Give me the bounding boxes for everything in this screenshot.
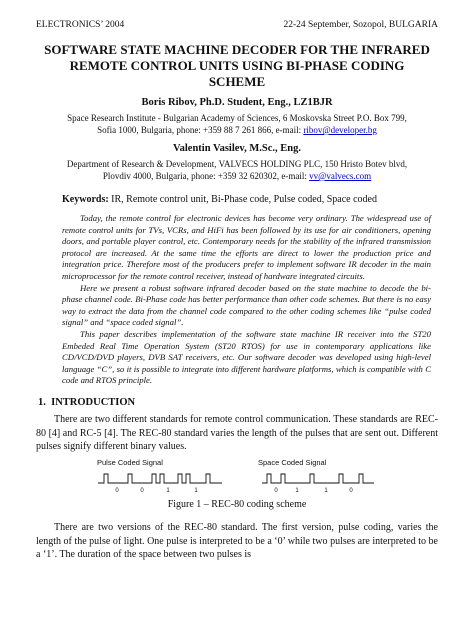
- bit-label: 1: [295, 488, 299, 494]
- header-left: ELECTRONICS’ 2004: [36, 20, 125, 30]
- bit-label: 0: [140, 488, 144, 494]
- figure-caption: Figure 1 – REC-80 coding scheme: [167, 499, 307, 510]
- section-number: 1.: [38, 397, 46, 408]
- author-name: Boris Ribov, Ph.D. Student, Eng., LZ1BJR: [141, 97, 333, 108]
- pulse-coded-waveform: [98, 474, 222, 483]
- bit-label: 1: [194, 488, 198, 494]
- abstract-paragraph: This paper describes implementation of the software state machine IR receiver into the ST20 Embeded Real Time Operation System (ST20 RTOS) for use in contemporary applications like CD/VCD/DVD players, DVB SAT receivers, etc. Our software decoder was developed using high-level language “C”, so it is possible to integrate into different hardware platforms, which is compatible with C code and RTOS principle.: [62, 328, 431, 386]
- bit-label: 0: [115, 488, 119, 494]
- figure-right-title: Space Coded Signal: [258, 458, 327, 467]
- abstract-paragraph: Today, the remote control for electronic devices has become very ordinary. The widespread use of remote control units for TVs, VCRs, and HiFi has been followed by its use for air conditioners, opening doors, and portable player control, etc. Contemporary needs for the stability of the infrared transmission protocol are increased. At the same time the efforts are direct to lower the production price and integration price. Therefore most of the producers prefer to implement software IR decoder in the main microprocessor for the remote control receiver, instead of hardware integrated circuits.: [62, 213, 431, 281]
- bit-label: 0: [349, 488, 353, 494]
- email-link[interactable]: ribov@developer.bg: [303, 125, 377, 135]
- section-title: INTRODUCTION: [51, 397, 136, 408]
- affiliation-text: Sofia 1000, Bulgaria, phone: +359 88 7 261 866, e-mail:: [97, 125, 302, 135]
- author-name: Valentin Vasilev, M.Sc., Eng.: [173, 143, 301, 154]
- email-link[interactable]: vv@valvecs.com: [309, 171, 372, 181]
- title-line: REMOTE CONTROL UNITS USING BI-PHASE CODING: [69, 58, 405, 73]
- header-right: 22-24 September, Sozopol, BULGARIA: [283, 20, 438, 30]
- bit-label: 0: [274, 488, 278, 494]
- space-coded-waveform: [262, 474, 374, 483]
- keywords-label: Keywords:: [62, 194, 109, 205]
- title-line: SCHEME: [208, 74, 266, 89]
- keywords-text: IR, Remote control unit, Bi-Phase code, Pulse coded, Space coded: [111, 194, 377, 205]
- body-paragraph-1: There are two different standards for remote control communication. These standards are REC-80 [4] and RC-5 [4]. The REC-80 standard varies the length of the pulses that are sent out. Different pulses signify different binary values.: [36, 414, 438, 452]
- affiliation-line: Department of Research & Development, VALVECS HOLDING PLC, 150 Hristo Botev blvd,: [66, 159, 408, 169]
- bit-label: 1: [166, 488, 170, 494]
- figure-left-title: Pulse Coded Signal: [97, 458, 163, 467]
- bit-label: 1: [324, 488, 328, 494]
- body-paragraph-2: There are two versions of the REC-80 standard. The first version, pulse coding, varies the length of the pulse of light. One pulse is interpreted to be a ‘0’ while two pulses are interpreted to be a ‘1’. The duration of the space between two pulses is: [36, 522, 438, 560]
- abstract-paragraph: Here we present a robust software infrared decoder based on the state machine to decode the bi-phase channel code. Bi-Phase code has better performance than other code schemes. But there is no easy way to extract the data from the channel code compared to the other coding schemes like “pulse coded signal” and “space coded signal”.: [62, 282, 431, 328]
- affiliation-text: Plovdiv 4000, Bulgaria, phone: +359 32 620302, e-mail:: [102, 171, 307, 181]
- affiliation-line: Space Research Institute - Bulgarian Academy of Sciences, 6 Moskovska Street P.O. Box 799,: [67, 113, 407, 123]
- title-line: SOFTWARE STATE MACHINE DECODER FOR THE INFRARED: [44, 42, 430, 57]
